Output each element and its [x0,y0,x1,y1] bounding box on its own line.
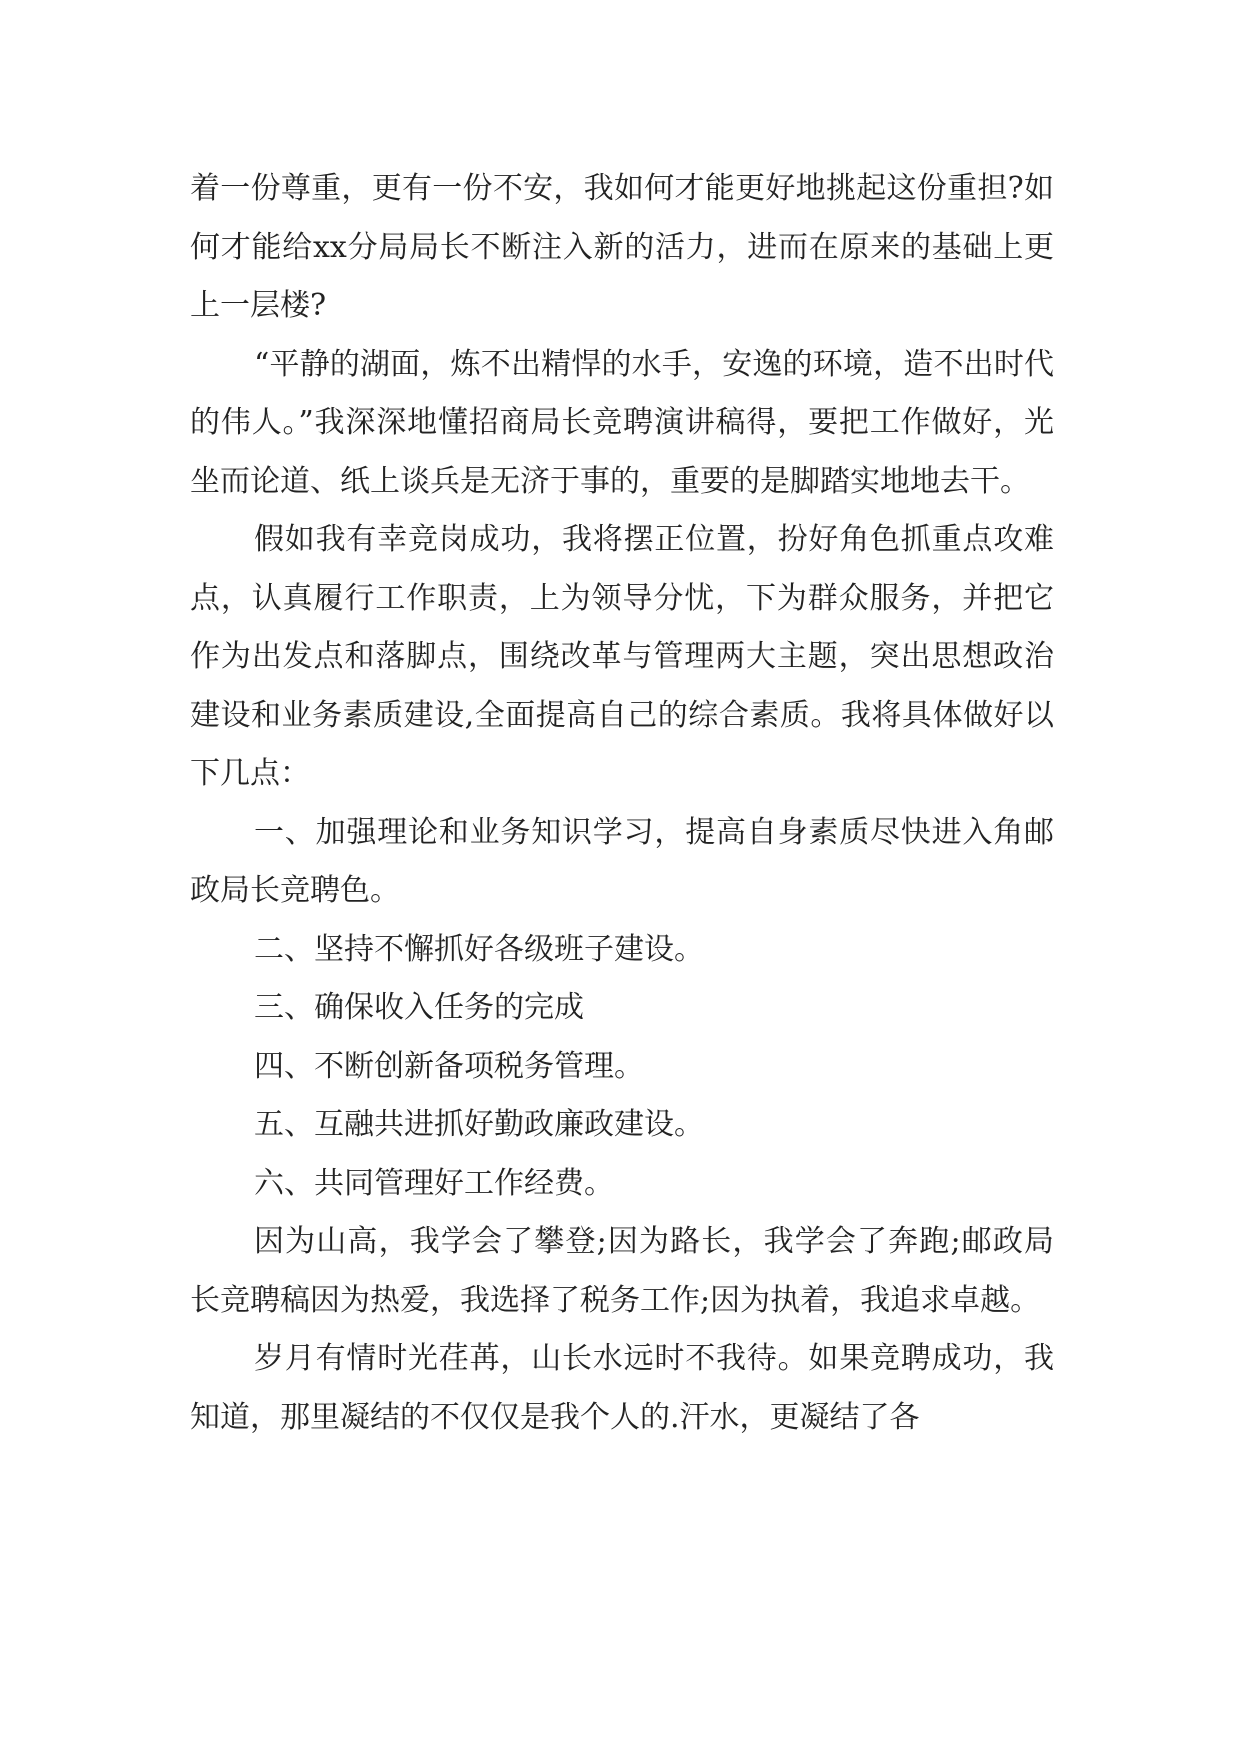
list-item: 二、坚持不懈抓好各级班子建设。 [254,931,704,967]
list-item: 一、加强理论和业务知识学习，提高自身素质尽快进入角邮政局长竞聘色。 [190,814,1054,908]
paragraph: 岁月有情时光荏苒，山长水远时不我待。如果竞聘成功，我知道，那里凝结的不仅仅是我个人的.汗水，更凝结了各 [190,1341,1054,1435]
list-item: 五、互融共进抓好勤政廉政建设。 [254,1107,704,1142]
paragraph: 因为山高，我学会了攀登;因为路长，我学会了奔跑;邮政局长竞聘稿因为热爱，我选择了税务工作;因为执着，我追求卓越。 [190,1224,1054,1318]
list-item: 六、共同管理好工作经费。 [254,1165,614,1201]
paragraph: “平静的湖面，炼不出精悍的水手，安逸的环境，造不出时代的伟人。”我深深地懂招商局长竞聘演讲稿得，要把工作做好，光坐而论道、纸上谈兵是无济于事的，重要的是脚踏实地地去干。 [190,346,1054,499]
list-item: 四、不断创新备项税务管理。 [254,1048,644,1084]
document-body [190,160,1054,1447]
list-item: 三、确保收入任务的完成 [254,990,584,1025]
paragraph: 假如我有幸竞岗成功，我将摆正位置，扮好角色抓重点攻难点，认真履行工作职责，上为领导分忧，下为群众服务，并把它作为出发点和落脚点，围绕改革与管理两大主题，突出思想政治建设和业务素质建设,全面提高自己的综合素质。我将具体做好以下几点： [190,522,1054,791]
paragraph: 着一份尊重，更有一份不安，我如何才能更好地挑起这份重担?如何才能给xx分局局长不断注入新的活力，进而在原来的基础上更上一层楼? [190,171,1054,323]
